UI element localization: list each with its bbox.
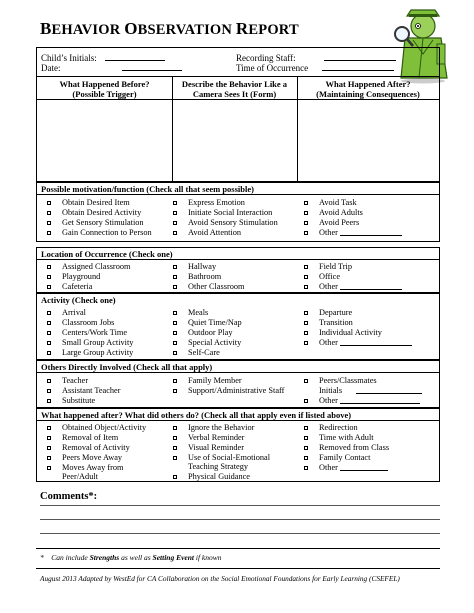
checkbox-classroom-jobs[interactable]: Classroom Jobs — [47, 318, 114, 328]
checkbox-family-contact[interactable]: Family Contact — [304, 453, 370, 463]
checkbox-support-staff[interactable]: Support/Administrative Staff — [173, 386, 284, 396]
time-of-occurrence-row — [236, 63, 394, 73]
checkbox-field-trip[interactable]: Field Trip — [304, 262, 352, 272]
checkbox-family-member[interactable]: Family Member — [173, 376, 242, 386]
checkbox-physical-guidance[interactable]: Physical Guidance — [173, 472, 250, 482]
other-field[interactable] — [340, 338, 412, 346]
date-row — [41, 63, 182, 73]
checkbox-icon — [47, 341, 51, 345]
checkbox-visual-reminder[interactable]: Visual Reminder — [173, 443, 244, 453]
checkbox-icon — [304, 321, 308, 325]
checkbox-icon — [304, 211, 308, 215]
checkbox-icon — [47, 321, 51, 325]
checkbox-icon — [173, 275, 177, 279]
checkbox-special-activity[interactable]: Special Activity — [173, 338, 241, 348]
checkbox-icon — [304, 331, 308, 335]
checkbox-icon — [173, 211, 177, 215]
checkbox-icon — [47, 466, 51, 470]
checkbox-outdoor-play[interactable]: Outdoor Play — [173, 328, 232, 338]
checkbox-social-emotional-strategy[interactable]: Use of Social-Emotional — [173, 453, 270, 463]
checkbox-moves-away[interactable]: Moves Away from — [47, 463, 123, 473]
after-title: What happened after? What did others do? (Check all that apply even if listed above) — [41, 410, 352, 420]
location-section — [36, 247, 440, 293]
checkbox-hallway[interactable]: Hallway — [173, 262, 216, 272]
checkbox-icon — [304, 275, 308, 279]
checkbox-initiate-social-interaction[interactable]: Initiate Social Interaction — [173, 208, 272, 218]
checkbox-icon — [173, 321, 177, 325]
checkbox-icon — [173, 426, 177, 430]
checkbox-obtain-desired-item[interactable]: Obtain Desired Item — [47, 198, 130, 208]
comment-line[interactable] — [40, 533, 440, 534]
checkbox-large-group[interactable]: Large Group Activity — [47, 348, 133, 358]
checkbox-icon — [173, 456, 177, 460]
checkbox-obtained-object[interactable]: Obtained Object/Activity — [47, 423, 146, 433]
activity-section — [36, 293, 440, 360]
checkbox-peers-move-away[interactable]: Peers Move Away — [47, 453, 122, 463]
checkbox-removal-of-item[interactable]: Removal of Item — [47, 433, 118, 443]
checkbox-icon — [47, 426, 51, 430]
footer-credit: August 2013 Adapted by WestEd for CA Collaboration on the Social Emotional Foundations for Early Learning (CSEFEL) — [40, 574, 400, 583]
checkbox-location-other[interactable]: Other — [304, 282, 402, 292]
checkbox-playground[interactable]: Playground — [47, 272, 100, 282]
checkbox-avoid-adults[interactable]: Avoid Adults — [304, 208, 363, 218]
footnote: * Can include Strengths as well as Setting Event if known — [40, 553, 222, 562]
divider — [36, 548, 440, 549]
checkbox-avoid-peers[interactable]: Avoid Peers — [304, 218, 359, 228]
comments-label: Comments*: — [40, 491, 98, 502]
checkbox-icon — [47, 311, 51, 315]
initials-field[interactable] — [356, 386, 422, 394]
checkbox-cafeteria[interactable]: Cafeteria — [47, 282, 92, 292]
checkbox-icon — [173, 231, 177, 235]
checkbox-icon — [173, 265, 177, 269]
checkbox-peers-classmates[interactable]: Peers/Classmates — [304, 376, 377, 386]
after-column-header: What Happened After? (Maintaining Consequences) — [297, 76, 439, 100]
checkbox-icon — [304, 466, 308, 470]
checkbox-icon — [47, 221, 51, 225]
what-happened-after-section — [36, 408, 440, 482]
initials-row: Initials — [319, 386, 422, 396]
page-title: BEHAVIOR OBSERVATION REPORT — [40, 19, 299, 38]
checkbox-icon — [47, 379, 51, 383]
checkbox-icon — [47, 389, 51, 393]
checkbox-departure[interactable]: Departure — [304, 308, 352, 318]
checkbox-icon — [304, 231, 308, 235]
checkbox-ignore-behavior[interactable]: Ignore the Behavior — [173, 423, 254, 433]
checkbox-icon — [304, 221, 308, 225]
checkbox-gain-connection[interactable]: Gain Connection to Person — [47, 228, 152, 238]
checkbox-quiet-time[interactable]: Quiet Time/Nap — [173, 318, 242, 328]
checkbox-teacher[interactable]: Teacher — [47, 376, 88, 386]
checkbox-motivation-other[interactable]: Other — [304, 228, 402, 238]
date-label: Date: — [41, 63, 61, 73]
before-input-area[interactable] — [37, 101, 172, 181]
recording-staff-label: Recording Staff: — [236, 53, 296, 63]
checkbox-get-sensory-stimulation[interactable]: Get Sensory Stimulation — [47, 218, 144, 228]
divider — [36, 568, 440, 569]
checkbox-icon — [304, 379, 308, 383]
checkbox-icon — [173, 436, 177, 440]
checkbox-assistant-teacher[interactable]: Assistant Teacher — [47, 386, 120, 396]
checkbox-icon — [173, 379, 177, 383]
others-involved-section — [36, 360, 440, 408]
checkbox-icon — [304, 311, 308, 315]
checkbox-bathroom[interactable]: Bathroom — [173, 272, 221, 282]
checkbox-icon — [47, 456, 51, 460]
checkbox-icon — [47, 399, 51, 403]
child-initials-field[interactable] — [105, 53, 165, 61]
other-field[interactable] — [340, 396, 420, 404]
describe-input-area[interactable] — [173, 101, 297, 181]
checkbox-icon — [47, 351, 51, 355]
checkbox-arrival[interactable]: Arrival — [47, 308, 86, 318]
checkbox-icon — [304, 446, 308, 450]
header-section — [36, 47, 440, 182]
checkbox-meals[interactable]: Meals — [173, 308, 208, 318]
checkbox-icon — [47, 436, 51, 440]
other-field[interactable] — [340, 463, 388, 471]
checkbox-transition[interactable]: Transition — [304, 318, 353, 328]
checkbox-icon — [173, 331, 177, 335]
divider — [37, 372, 439, 373]
checkbox-icon — [173, 475, 177, 479]
checkbox-icon — [47, 231, 51, 235]
motivation-section — [36, 182, 440, 242]
checkbox-removed-from-class[interactable]: Removed from Class — [304, 443, 389, 453]
others-title: Others Directly Involved (Check all that apply) — [41, 362, 213, 372]
checkbox-individual-activity[interactable]: Individual Activity — [304, 328, 382, 338]
checkbox-icon — [47, 201, 51, 205]
checkbox-icon — [173, 311, 177, 315]
divider — [37, 420, 439, 421]
comment-line[interactable] — [40, 505, 440, 506]
describe-column-header: Describe the Behavior Like a Camera Sees It (Form) — [172, 76, 297, 100]
checkbox-redirection[interactable]: Redirection — [304, 423, 358, 433]
checkbox-icon — [304, 201, 308, 205]
checkbox-icon — [47, 211, 51, 215]
checkbox-other-classroom[interactable]: Other Classroom — [173, 282, 244, 292]
recording-staff-row — [236, 53, 396, 63]
checkbox-self-care[interactable]: Self-Care — [173, 348, 220, 358]
checkbox-icon — [47, 265, 51, 269]
checkbox-icon — [47, 331, 51, 335]
strategy-continuation: Teaching Strategy — [188, 462, 249, 471]
motivation-title: Possible motivation/function (Check all that seem possible) — [41, 184, 254, 194]
checkbox-after-other[interactable]: Other — [304, 463, 388, 473]
checkbox-icon — [304, 265, 308, 269]
checkbox-icon — [47, 285, 51, 289]
checkbox-avoid-task[interactable]: Avoid Task — [304, 198, 357, 208]
checkbox-others-other[interactable]: Other — [304, 396, 420, 406]
checkbox-icon — [173, 201, 177, 205]
checkbox-centers-work-time[interactable]: Centers/Work Time — [47, 328, 127, 338]
after-input-area[interactable] — [298, 101, 439, 181]
child-initials-row — [41, 53, 165, 63]
checkbox-office[interactable]: Office — [304, 272, 340, 282]
checkbox-icon — [173, 446, 177, 450]
location-title: Location of Occurrence (Check one) — [41, 249, 173, 259]
checkbox-obtain-desired-activity[interactable]: Obtain Desired Activity — [47, 208, 141, 218]
checkbox-small-group[interactable]: Small Group Activity — [47, 338, 133, 348]
date-field[interactable] — [122, 63, 182, 71]
checkbox-icon — [173, 221, 177, 225]
checkbox-verbal-reminder[interactable]: Verbal Reminder — [173, 433, 244, 443]
divider — [37, 259, 439, 260]
before-column-header: What Happened Before? (Possible Trigger) — [37, 76, 172, 100]
checkbox-assigned-classroom[interactable]: Assigned Classroom — [47, 262, 130, 272]
checkbox-icon — [304, 436, 308, 440]
checkbox-icon — [304, 426, 308, 430]
checkbox-icon — [173, 341, 177, 345]
checkbox-icon — [304, 399, 308, 403]
checkbox-icon — [47, 446, 51, 450]
checkbox-icon — [173, 389, 177, 393]
child-initials-label: Child’s Initials: — [41, 53, 97, 63]
checkbox-avoid-sensory-stimulation[interactable]: Avoid Sensory Stimulation — [173, 218, 278, 228]
checkbox-icon — [47, 275, 51, 279]
checkbox-time-with-adult[interactable]: Time with Adult — [304, 433, 374, 443]
checkbox-removal-of-activity[interactable]: Removal of Activity — [47, 443, 130, 453]
recording-staff-field[interactable] — [324, 53, 396, 61]
other-field[interactable] — [340, 282, 402, 290]
checkbox-icon — [304, 285, 308, 289]
checkbox-express-emotion[interactable]: Express Emotion — [173, 198, 245, 208]
checkbox-activity-other[interactable]: Other — [304, 338, 412, 348]
checkbox-icon — [173, 351, 177, 355]
activity-title: Activity (Check one) — [41, 295, 116, 305]
divider — [37, 194, 439, 195]
checkbox-icon — [173, 285, 177, 289]
comment-line[interactable] — [40, 519, 440, 520]
time-of-occurrence-label: Time of Occurrence — [236, 63, 309, 73]
other-field[interactable] — [340, 228, 402, 236]
checkbox-icon — [304, 341, 308, 345]
moves-away-continuation: Peer/Adult — [62, 472, 98, 481]
checkbox-avoid-attention[interactable]: Avoid Attention — [173, 228, 241, 238]
checkbox-substitute[interactable]: Substitute — [47, 396, 95, 406]
time-of-occurrence-field[interactable] — [322, 63, 394, 71]
checkbox-icon — [304, 456, 308, 460]
